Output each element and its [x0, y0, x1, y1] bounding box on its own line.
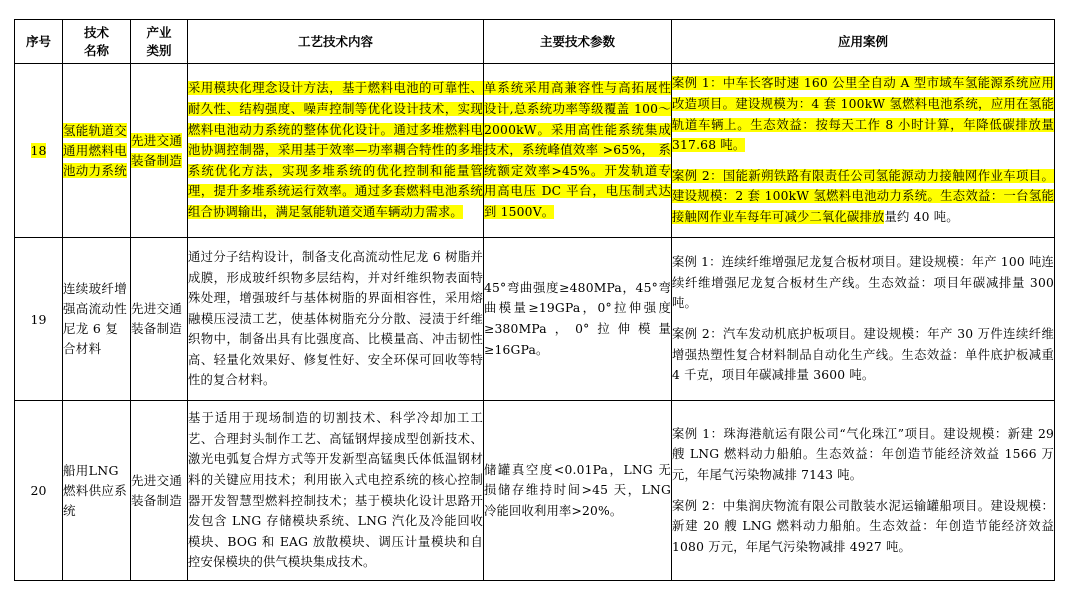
application-cases — [672, 238, 1055, 401]
technology-table — [14, 19, 1055, 581]
tech-name: 连续玻纤增强高流动性尼龙 6 复合材料 — [63, 238, 131, 401]
process-content: 通过分子结构设计，制备支化高流动性尼龙 6 树脂并成膜，形成玻纤织物多层结构，并对纤维织物表面特殊处理，增强玻纤与基体树脂的界面相容性，采用熔融模压浸渍工艺，使基体树脂充分分散、浸渍于纤维织物中，制备出具有比强度高、比模量高、冲击韧性高、轻量化效果好、修复性好、安全环保可回收等特性的复合材料。 — [188, 238, 484, 401]
row-number: 19 — [15, 238, 63, 401]
technical-params: 单系统采用高兼容性与高拓展性设计,总系统功率等级覆盖 100～2000kW。采用高性能系统集成技术，系统峰值效率 >65%， 系统额定效率>45%。开发轨道专用高电压 DC 平台，电压制式达到 1500V。 — [484, 64, 672, 238]
case-1: 案例 1：中车长客时速 160 公里全自动 A 型市域车氢能源系统应用改造项目。建设规模为：4 套 100kW 氢燃料电池系统，应用在氢能轨道车辆上。生态效益：按每天工作 8 小时计算，年降低碳排放量 317.68 吨。 — [672, 76, 1054, 153]
process-content: 采用模块化理念设计方法，基于燃料电池的可靠性、耐久性、结构强度、噪声控制等优化设计技术，实现燃料电池动力系统的整体优化设计。通过多堆燃料电池协调控制器，采用基于效率—功率耦合特性的多堆系统优化方法，实现多堆系统的优化控制和能量管理，提升多堆系统运行效率。通过多套燃料电池系统组合协调输出，满足氢能轨道交通车辆动力需求。 — [188, 64, 484, 238]
case-2: 案例 2：中集润庆物流有限公司散装水泥运输罐船项目。建设规模：新建 20 艘 LNG 燃料动力船舶。生态效益：年创造节能经济效益 1080 万元，年尾气污染物减排 4927 吨。 — [672, 498, 1054, 554]
technical-params: 45°弯曲强度≥480MPa，45°弯曲模量≥19GPa，0°拉伸强度≥380MPa，0°拉伸模量≥16GPa。 — [484, 238, 672, 401]
table-row — [15, 238, 1055, 401]
header-row — [15, 20, 1055, 64]
tech-name: 船用LNG燃料供应系统 — [63, 401, 131, 581]
industry-category: 先进交通装备制造 — [131, 401, 188, 581]
case-2: 案例 2：汽车发动机底护板项目。建设规模：年产 30 万件连续纤维增强热塑性复合材料制品自动化生产线。生态效益：单件底护板减重 4 千克，项目年碳减排量 3600 吨。 — [672, 327, 1054, 383]
application-cases — [672, 64, 1055, 238]
header-params: 主要技术参数 — [484, 20, 672, 64]
industry-category: 先进交通装备制造 — [131, 238, 188, 401]
technical-params: 储罐真空度<0.01Pa，LNG 无损储存维持时间>45 天，LNG 冷能回收利用率>20%。 — [484, 401, 672, 581]
header-seq: 序号 — [15, 20, 63, 64]
table-row — [15, 401, 1055, 581]
header-cases: 应用案例 — [672, 20, 1055, 64]
row-number: 18 — [15, 64, 63, 238]
tech-name: 氢能轨道交通用燃料电池动力系统 — [63, 64, 131, 238]
case-2: 案例 2：国能新朔铁路有限责任公司氢能源动力接触网作业车项目。建设规模：2 套 100kW 氢燃料电池动力系统。生态效益：一台氢能接触网作业车每年可减少二氧化碳排放量约 40 吨。 — [672, 168, 1054, 224]
case-1: 案例 1：连续纤维增强尼龙复合板材项目。建设规模：年产 100 吨连续纤维增强尼龙复合板材生产线。生态效益：项目年碳减排量 300 吨。 — [672, 255, 1054, 311]
table-row — [15, 64, 1055, 238]
industry-category: 先进交通装备制造 — [131, 64, 188, 238]
header-industry: 产业 类别 — [131, 20, 188, 64]
row-number: 20 — [15, 401, 63, 581]
case-1: 案例 1：珠海港航运有限公司“气化珠江”项目。建设规模：新建 29 艘 LNG 燃料动力船舶。生态效益：年创造节能经济效益 1566 万元，年尾气污染物减排 7143 吨。 — [672, 426, 1054, 482]
header-process: 工艺技术内容 — [188, 20, 484, 64]
application-cases — [672, 401, 1055, 581]
header-tech-name: 技术 名称 — [63, 20, 131, 64]
process-content: 基于适用于现场制造的切割技术、科学冷却加工工艺、合理封头制作工艺、高锰钢焊接成型创新技术、激光电弧复合焊方式等开发新型高锰奥氏体低温钢材料的关键应用技术；利用嵌入式电控系统的核心控制器开发智慧型燃料控制技术；基于模块化设计思路开发包含 LNG 存储模块系统、LNG 汽化及冷能回收模块、BOG 和 EAG 放散模块、调压计量模块和自控安保模块的供气模块集成技术。 — [188, 401, 484, 581]
